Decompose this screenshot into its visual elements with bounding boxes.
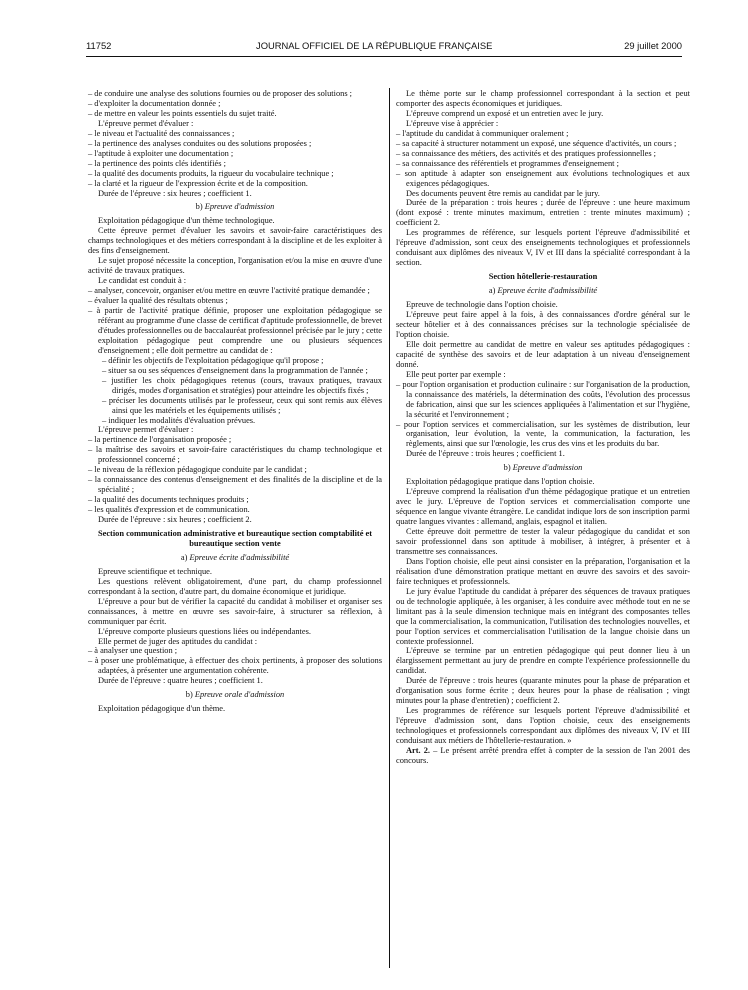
paragraph: L'épreuve comprend la réalisation d'un thème pédagogique pratique et un entretien avec le jury. L'épreuve de l'option services et commercialisation comporte une séquence en langue vivante étrangère. Le candidat indique lors de son inscription parmi quatre langues vivantes : allemand, anglais, espagnol et italien.: [396, 487, 690, 527]
paragraph: Cette épreuve permet d'évaluer les savoirs et savoir-faire caractéristiques des champs technologiques et des métiers correspondant à la discipline et de les exploiter à des fins d'enseignement.: [88, 226, 382, 256]
subsection-letter: a): [180, 552, 188, 562]
section-heading: Section communication administrative et bureautique section comptabilité et bureautique section vente: [97, 528, 373, 548]
paragraph: L'épreuve comporte plusieurs questions liées ou indépendantes.: [98, 626, 311, 636]
list-item: – d'exploiter la documentation donnée ;: [88, 98, 221, 108]
paragraph: Durée de l'épreuve : six heures ; coefficient 2.: [98, 515, 252, 525]
subsection-letter: a): [488, 286, 496, 296]
list-item: – analyser, concevoir, organiser et/ou mettre en œuvre l'activité pratique demandée ;: [88, 286, 370, 296]
list-item: – la pertinence des points clés identifiés ;: [88, 158, 226, 168]
list-item: – définir les objectifs de l'exploitation pédagogique qu'il propose ;: [102, 355, 324, 365]
list-item: – le niveau de la réflexion pédagogique conduite par le candidat ;: [88, 465, 307, 475]
list-item: – la pertinence des analyses conduites ou des solutions proposées ;: [88, 138, 312, 148]
paragraph: L'épreuve a pour but de vérifier la capacité du candidat à mobiliser et organiser ses connaissances, à mettre en œuvre ses savoir-faire, à structurer sa réflexion, à communiquer par écrit.: [88, 596, 382, 626]
paragraph: Le jury évalue l'aptitude du candidat à préparer des séquences de travaux pratiques ou de technologie appliquée, à les organiser, à les conduire avec méthode tout en ne se limitant pas à la seule dimension technique mais en intégrant des composantes telles que la commercialisation, la communication, l'utilisation des technologies nouvelles, et pour l'option services et commercialisation l'utilisation de la langue choisie dans un contexte professionnel.: [396, 586, 690, 646]
paragraph: Epreuve scientifique et technique.: [98, 566, 212, 576]
page-header: [86, 40, 682, 54]
paragraph: L'épreuve peut faire appel à la fois, à des connaissances d'ordre général sur le secteur hôtelier et à des connaissances précises sur la technologie spécialisée de l'option choisie.: [396, 310, 690, 339]
paragraph: Elle doit permettre au candidat de mettre en valeur ses aptitudes pédagogiques : capacité de synthèse des savoirs et de leur adaptation à un niveau d'enseignement donné.: [396, 339, 690, 369]
paragraph: Durée de l'épreuve : trois heures ; coefficient 1.: [406, 449, 565, 459]
paragraph: L'épreuve comprend un exposé et un entretien avec le jury.: [406, 108, 604, 118]
list-item: – à analyser une question ;: [88, 646, 178, 656]
section-heading: Section hôtellerie-restauration: [488, 272, 598, 282]
paragraph: Les questions relèvent obligatoirement, d'une part, du champ professionnel correspondant à la section, d'autre part, du domaine économique et juridique.: [88, 576, 382, 596]
subsection-heading: [88, 690, 382, 700]
right-column: [396, 89, 690, 766]
paragraph: Exploitation pédagogique d'un thème.: [98, 704, 226, 714]
list-item: – à partir de l'activité pratique définie, proposer une exploitation pédagogique se référant au programme d'une classe de certificat d'aptitude professionnelle, de brevet d'études professionnelles ou de baccalauréat professionnel précisée par le jury ; cette exploitation pédagogique peut comprendre une ou plusieurs séquences d'enseignement ; elle doit permettre au candidat de :: [88, 306, 382, 355]
list-item: – la connaissance des contenus d'enseignement et des finalités de la discipline et de la spécialité ;: [88, 475, 382, 495]
article-text: – Le présent arrêté prendra effet à compter de la session de l'an 2001 des concours.: [396, 746, 690, 765]
subsection-letter: b): [195, 202, 203, 212]
list-item: – évaluer la qualité des résultats obtenus ;: [88, 296, 228, 306]
paragraph: Cette épreuve doit permettre de tester la valeur pédagogique du candidat et son savoir professionnel dans son aptitude à mobiliser, à intégrer, à présenter et à transmettre ses connaissances.: [396, 527, 690, 556]
paragraph: L'épreuve vise à apprécier :: [406, 118, 499, 128]
paragraph: Les programmes de référence, sur lesquels portent l'épreuve d'admissibilité et l'épreuve d'admission, sont ceux des enseignements technologiques et professionnels conduisant aux diplômes des niveaux V, IV et III dans la spécialité correspondant à la section.: [396, 228, 690, 268]
article-paragraph: [396, 746, 690, 766]
list-item: – sa connaissance des référentiels et programmes d'enseignement ;: [396, 158, 619, 168]
paragraph: Elle permet de juger des aptitudes du candidat :: [98, 636, 258, 646]
list-item: – la maîtrise des savoirs et savoir-faire caractéristiques du champ technologique et professionnel concerné ;: [88, 445, 382, 465]
list-item: – indiquer les modalités d'évaluation prévues.: [102, 415, 256, 425]
list-item: – sa connaissance des métiers, des activités et des pratiques professionnelles ;: [396, 148, 657, 158]
list-item: – à poser une problématique, à effectuer des choix pertinents, à proposer des solutions adaptées, à présenter une argumentation cohérente.: [88, 656, 382, 676]
paragraph: Elle peut porter par exemple :: [406, 369, 506, 379]
list-item: – les qualités d'expression et de communication.: [88, 505, 250, 515]
paragraph: Dans l'option choisie, elle peut ainsi consister en la préparation, l'organisation et la réalisation d'une démonstration pratique mettant en œuvre des savoirs et des savoir-faire techniques et professionnels.: [396, 556, 690, 586]
paragraph: L'épreuve se termine par un entretien pédagogique qui peut donner lieu à un élargissement permettant au jury de prendre en compte l'expérience professionnelle du candidat.: [396, 646, 690, 676]
list-item: – de mettre en valeur les points essentiels du sujet traité.: [88, 108, 277, 118]
list-item: – préciser les documents utilisés par le professeur, ceux qui sont remis aux élèves ainsi que les matériels et les équipements utilisés ;: [102, 395, 382, 415]
paragraph: Le thème porte sur le champ professionnel correspondant à la section et peut comporter des aspects économiques et juridiques.: [396, 89, 690, 108]
article-number: Art. 2.: [406, 746, 431, 755]
subsection-letter: b): [503, 463, 511, 473]
list-item: – la clarté et la rigueur de l'expression écrite et de la composition.: [88, 178, 308, 188]
list-item: – la pertinence de l'organisation proposée ;: [88, 435, 232, 445]
list-item: – la qualité des documents produits, la rigueur du vocabulaire technique ;: [88, 168, 334, 178]
list-item: – son aptitude à adapter son enseignement aux évolutions technologiques et aux exigences pédagogiques.: [396, 168, 690, 188]
column-divider: [389, 88, 390, 968]
list-item: – sa capacité à structurer notamment un exposé, une séquence d'activités, un cours ;: [396, 138, 677, 148]
list-item: – de conduire une analyse des solutions fournies ou de proposer des solutions ;: [88, 89, 352, 98]
paragraph: Epreuve de technologie dans l'option choisie.: [406, 300, 558, 310]
list-item: – pour l'option services et commercialisation, sur les systèmes de distribution, leur organisation, leur évolution, la vente, la communication, la facturation, les règlements, ainsi que sur l'œnologie, les crus des vins et les produits du bar.: [396, 419, 690, 449]
subsection-heading: [396, 463, 690, 473]
paragraph: L'épreuve permet d'évaluer :: [98, 118, 194, 128]
page-number: 11752: [86, 40, 112, 51]
paragraph: Des documents peuvent être remis au candidat par le jury.: [406, 188, 600, 198]
subsection-title: Epreuve écrite d'admissibilité: [497, 286, 598, 296]
subsection-heading: [88, 202, 382, 212]
paragraph: Durée de l'épreuve : quatre heures ; coefficient 1.: [98, 676, 263, 686]
list-item: – la qualité des documents techniques produits ;: [88, 495, 249, 505]
list-item: – pour l'option organisation et production culinaire : sur l'organisation de la production, la connaissance des matériels, la détermination des coûts, l'évolution des processus de fabrication, ainsi que sur les sciences appliquées à l'alimentation et sur l'hygiène, la sécurité et l'environnement ;: [396, 379, 690, 419]
list-item: – l'aptitude à exploiter une documentation ;: [88, 148, 234, 158]
paragraph: L'épreuve permet d'évaluer :: [98, 425, 194, 435]
paragraph: Durée de l'épreuve : six heures ; coefficient 1.: [98, 188, 252, 198]
paragraph: Exploitation pédagogique d'un thème technologique.: [98, 216, 275, 226]
paragraph: Exploitation pédagogique pratique dans l'option choisie.: [406, 477, 595, 487]
subsection-title: Epreuve écrite d'admissibilité: [189, 552, 290, 562]
journal-title: JOURNAL OFFICIEL DE LA RÉPUBLIQUE FRANÇAISE: [256, 40, 493, 51]
subsection-title: Epreuve orale d'admission: [194, 690, 285, 700]
subsection-heading: [396, 286, 690, 296]
paragraph: Les programmes de référence sur lesquels portent l'épreuve d'admissibilité et l'épreuve d'admission sont, dans l'option choisie, ceux des enseignements technologiques et professionnels correspondant aux diplômes des niveaux V, IV et III conduisant aux métiers de l'hôtellerie-restauration. »: [396, 706, 690, 746]
subsection-title: Epreuve d'admission: [204, 202, 275, 212]
header-rule: [86, 56, 682, 57]
subsection-title: Epreuve d'admission: [512, 463, 583, 473]
paragraph: Le sujet proposé nécessite la conception, l'organisation et/ou la mise en œuvre d'une activité de travaux pratiques.: [88, 256, 382, 276]
paragraph: Durée de l'épreuve : trois heures (quarante minutes pour la phase de préparation et d'organisation sous forme écrite ; deux heures pour la phase de réalisation ; vingt minutes pour la phase d'entretien) ; coefficient 2.: [396, 676, 690, 706]
publication-date: 29 juillet 2000: [624, 40, 682, 51]
list-item: – l'aptitude du candidat à communiquer oralement ;: [396, 128, 569, 138]
left-column: [88, 89, 382, 714]
list-item: – le niveau et l'actualité des connaissances ;: [88, 128, 235, 138]
paragraph: Le candidat est conduit à :: [98, 276, 187, 286]
subsection-heading: [88, 553, 382, 563]
list-item: – situer sa ou ses séquences d'enseignement dans la programmation de l'année ;: [102, 365, 368, 375]
paragraph: Durée de la préparation : trois heures ; durée de l'épreuve : une heure maximum (dont exposé : trente minutes maximum, entretien : trente minutes maximum) ; coefficient 2.: [396, 198, 690, 228]
subsection-letter: b): [185, 690, 193, 700]
list-item: – justifier les choix pédagogiques retenus (cours, travaux pratiques, travaux dirigés, modes d'organisation et stratégies) pour atteindre les objectifs fixés ;: [102, 375, 382, 395]
